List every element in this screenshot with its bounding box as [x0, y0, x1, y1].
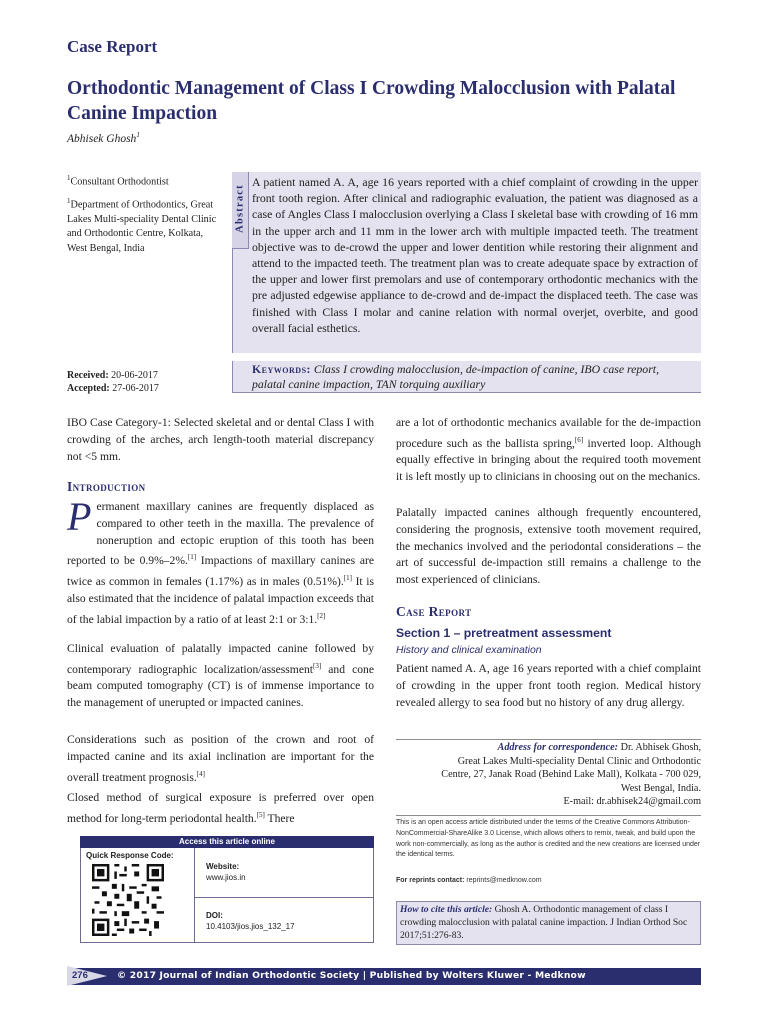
history-subheading: History and clinical examination [396, 645, 542, 656]
case-paragraph-1: Patient named A. A, age 16 years reported with a chief complaint of crowding in the upper front tooth region. Medical history revealed allergy to sea food but no history of any drug allergy. [396, 662, 701, 709]
reference-link[interactable]: [4] [196, 769, 205, 778]
received-date [67, 369, 158, 382]
citation-text [400, 904, 698, 942]
received-value: 20-06-2017 [111, 370, 158, 381]
accepted-label: Accepted: [67, 383, 110, 394]
access-online-header: Access this article online [80, 836, 374, 848]
author-name: Abhisek Ghosh [67, 132, 137, 145]
correspondence-block [396, 741, 701, 809]
website-link[interactable]: www.jios.in [206, 873, 246, 882]
intro-2-text-a: Clinical evaluation of palatally impacted canine followed by contemporary radiographic localization/assessment [67, 642, 374, 676]
license-divider [396, 815, 701, 816]
affiliation-1 [67, 171, 217, 190]
keywords-label: Keywords: [252, 362, 311, 376]
intro-paragraph-3 [67, 732, 374, 786]
reference-link[interactable]: [5] [256, 810, 265, 819]
citation-body: Ghosh A. Orthodontic management of class I crowding malocclusion with palatal canine impaction. J Indian Orthod Soc 2017;51:276-83. [400, 904, 688, 941]
right-1-text-a: are a lot of orthodontic mechanics available for the de-impaction procedure such as the ballista spring, [396, 416, 701, 450]
qr-code-icon[interactable] [92, 864, 164, 936]
doi-label: DOI: [206, 911, 223, 920]
keywords-list: Class I crowding malocclusion, de-impaction of canine, IBO case report, palatal canine impaction, TAN torquing auxiliary [252, 362, 660, 391]
correspondence-name: Dr. Abhisek Ghosh, [620, 742, 701, 753]
ibo-category-paragraph: IBO Case Category-1: Selected skeletal and or dental Class I with crowding of the arches, arch length-tooth material discrepancy not <5 mm. [67, 416, 374, 463]
affiliation-2 [67, 194, 217, 256]
access-divider-horizontal [194, 897, 374, 898]
article-category: Case Report [67, 37, 158, 56]
right-1-text-b: inverted loop. Although equally effective in bringing about the required tooth movement it is left mostly up to clinicians in choosing out on the mechanics. [396, 436, 701, 484]
reference-link[interactable]: [1] [343, 574, 352, 583]
reprints-email[interactable]: reprints@medknow.com [466, 877, 542, 884]
correspondence-line-2: Centre, 27, Janak Road (Behind Lake Mall), Kolkata - 700 029, [441, 769, 701, 780]
intro-paragraph-2 [67, 641, 374, 712]
correspondence-header [396, 741, 701, 755]
correspondence-line-3: West Bengal, India. [620, 782, 701, 794]
author-line [67, 131, 140, 145]
intro-4-text-a: Closed method of surgical exposure is preferred over open method for long-term periodontal health. [67, 791, 374, 825]
correspondence-divider [396, 739, 701, 740]
introduction-heading: Introduction [67, 479, 146, 494]
reference-link[interactable]: [3] [313, 661, 322, 670]
received-label: Received: [67, 370, 109, 381]
abstract-tab [232, 172, 249, 249]
intro-paragraph-1 [67, 494, 374, 628]
intro-paragraph-6: Palatally impacted canines although frequently encountered, considering the prognosis, extensive tooth movement required, the mechanics involved and the periodontal considerations – the art of successful de-impaction still remains a challenge to the most experienced of clinicians. [396, 506, 701, 587]
qr-code-label: Quick Response Code: [86, 851, 174, 860]
correspondence-line-1: Great Lakes Multi-speciality Dental Clinic and Orthodontic [457, 755, 701, 767]
author-superscript: 1 [136, 131, 140, 139]
reference-link[interactable]: [2] [317, 611, 326, 620]
access-divider-vertical [194, 848, 195, 943]
intro-4-text-b: There [264, 811, 295, 825]
intro-3-text: Considerations such as position of the crown and root of impacted canine and its axial inclination are important for the overall treatment prognosis. [67, 733, 374, 784]
reprints-label: For reprints contact: [396, 877, 465, 884]
keywords [252, 362, 692, 391]
website-label: Website: [206, 862, 240, 871]
footer-copyright: © 2017 Journal of Indian Orthodontic Society | Published by Wolters Kluwer - Medknow [117, 970, 586, 981]
intro-1-text-b: Impactions of maxillary canines are twice as common in females (1.17%) as in males (0.51%). [67, 554, 374, 588]
affiliation-2-sup: 1 [67, 197, 71, 205]
citation-label: How to cite this article: [400, 904, 493, 915]
accepted-value: 27-06-2017 [112, 383, 159, 394]
abstract-tab-label: Abstract [234, 184, 246, 233]
intro-1-text-a: ermanent maxillary canines are frequently displaced as compared to other teeth in the maxilla. The prevalence of noneruption and ectopic eruption of this tooth has been reported to be 0.9%–2%. [67, 500, 374, 568]
reference-link[interactable]: [1] [187, 553, 197, 562]
accepted-date [67, 382, 159, 395]
page-number: 276 [72, 970, 88, 981]
correspondence-email[interactable]: E-mail: dr.abhisek24@gmail.com [563, 796, 701, 807]
doi-link[interactable]: 10.4103/jios.jios_132_17 [206, 922, 295, 931]
case-report-heading: Case Report [396, 604, 472, 619]
abstract-text: A patient named A. A, age 16 years reported with a chief complaint of crowding in the upper front tooth region. After clinical and radiographic evaluation, the patient was diagnosed as a case of Angles Class I malocclusion overlying a Class I skeletal base with crowding of 16 mm in the upper arch and 11 mm in the lower arch with multiple impacted teeth. The treatment objective was to de-crowd the upper and lower dentition while restoring their alignment and attend to the impacted teeth. The treatment plan was to create adequate space by extraction of the upper and lower first premolars and use of contemporary orthodontic mechanics with the pre adjusted edgewise appliance to de-crowd and de-impact the displaced teeth. The case was finished with Class I molar and canine relation with normal overjet, overbite, and good overall facial esthetics. [252, 175, 698, 335]
correspondence-label: Address for correspondence: [497, 742, 619, 753]
intro-paragraph-4 [67, 790, 374, 827]
license-text: This is an open access article distributed under the terms of the Creative Commons Attribution-NonCommercial-ShareAlike 3.0 License, which allows others to remix, tweak, and build upon the work non-commercially, as long as the author is credited and the new creations are licensed under the identical terms. [396, 819, 701, 859]
article-title: Orthodontic Management of Class I Crowding Malocclusion with Palatal Canine Impaction [67, 78, 676, 124]
section-1-heading: Section 1 – pretreatment assessment [396, 626, 612, 640]
affiliation-1-text: Consultant Orthodontist [70, 176, 169, 188]
reprints-contact [396, 877, 701, 884]
intro-1-text-c: It is also estimated that the incidence of palatal impaction exceeds that of the labial impaction by a ratio of at least 2:1 or 3:1. [67, 574, 374, 626]
intro-paragraph-5 [396, 415, 701, 486]
reference-link[interactable]: [6] [574, 435, 584, 444]
affiliation-2-text: Department of Orthodontics, Great Lakes Multi-speciality Dental Clinic and Orthodontic Centre, Kolkata, West Bengal, India [67, 199, 217, 254]
drop-cap: P [67, 494, 92, 539]
intro-2-text-b: and cone beam computed tomography (CT) is of immense importance to the management of unerupted or impacted canines. [67, 662, 374, 710]
affiliation-1-sup: 1 [67, 174, 71, 182]
